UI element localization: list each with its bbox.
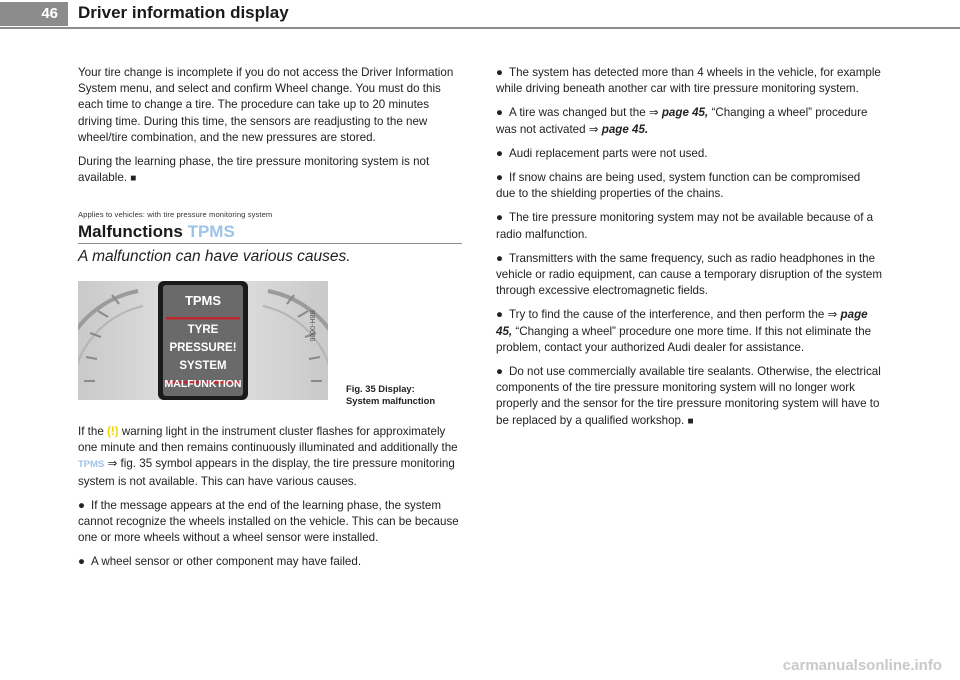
page-reference-link[interactable]: page 45, (496, 308, 868, 338)
left-column-bottom (78, 424, 462, 579)
bullet-find-cause (496, 307, 882, 356)
section-rule (78, 243, 462, 244)
header-rule (0, 27, 960, 29)
bullet-icon: ● (496, 171, 504, 185)
display-line-tyre: TYRE (187, 324, 219, 336)
bullet-icon: ● (496, 211, 504, 225)
tire-pressure-warning-icon: (!) (107, 425, 119, 438)
bullet-icon: ● (78, 498, 86, 512)
display-line-system: SYSTEM (179, 360, 227, 372)
paragraph-warning-light (78, 424, 462, 490)
tpms-symbol-icon: TPMS (78, 459, 105, 471)
bullet-tire-changed (496, 105, 882, 137)
bullet-replacement-parts (496, 146, 882, 162)
display-line-tpms: TPMS (184, 293, 222, 308)
bullet-text: A tire was changed but the ⇒ (509, 106, 659, 120)
bullet-text: “Changing a wheel” procedure was not activated ⇒ (496, 106, 868, 136)
warning-intro-a: If the (78, 425, 104, 438)
bullet-text: Transmitters with the same frequency, such as radio headphones in the vehicle or radio equipment, can cause a temporary disruption of the system through excessive electromagnetic fields. (496, 251, 883, 298)
bullet-text: The system has detected more than 4 wheels in the vehicle, for example while driving beneath another car with tire pressure monitoring system. (496, 66, 881, 96)
bullet-text: A wheel sensor or other component may have failed. (91, 555, 362, 569)
left-column-top (78, 65, 462, 195)
bullet-snow-chains (496, 170, 882, 202)
figure-code: B8H-0666 (308, 310, 315, 342)
watermark: carmanualsonline.info (782, 657, 942, 674)
bullet-icon: ● (496, 365, 504, 379)
warning-intro-c: ⇒ fig. 35 symbol appears in the display, the tire pressure monitoring system is not available. This can have various causes. (78, 457, 455, 488)
learning-phase-text: During the learning phase, the tire pressure monitoring system is not available. (78, 155, 430, 185)
right-column (496, 65, 882, 438)
bullet-icon: ● (496, 146, 504, 160)
bullet-icon: ● (496, 308, 504, 322)
bullet-more-wheels (496, 65, 882, 97)
bullet-transmitters (496, 251, 882, 300)
section-title (78, 222, 235, 242)
bullet-text: Do not use commercially available tire sealants. Otherwise, the electrical components of the tire pressure monitoring system will no longer work properly and the sensor for the tire pressure monitoring system will have to be replaced by a qualified workshop. (496, 365, 881, 427)
bullet-icon: ● (78, 555, 86, 569)
bullet-text: Audi replacement parts were not used. (509, 146, 708, 160)
bullet-text: “Changing a wheel” procedure one more time. If this not eliminate the problem, contact your authorized Audi dealer for assistance. (496, 324, 872, 354)
bullet-sensor-failed (78, 554, 462, 570)
bullet-sealants (496, 364, 882, 430)
bullet-icon: ● (496, 106, 504, 120)
figure-display-image (78, 281, 328, 400)
page-number-badge: 46 (0, 2, 68, 26)
section-subtitle: A malfunction can have various causes. (78, 248, 351, 265)
applies-to-note: Applies to vehicles: with tire pressure monitoring system (78, 210, 273, 219)
bullet-radio-malfunction (496, 210, 882, 242)
page-reference-link[interactable]: page 45, (661, 106, 709, 120)
display-screen-text (163, 287, 243, 393)
page-reference-link[interactable]: page 45. (601, 122, 649, 136)
display-line-pressure: PRESSURE! (169, 342, 237, 354)
display-line-malfunktion: MALFUNKTION (164, 378, 242, 390)
bullet-learning-phase (78, 498, 462, 547)
section-title-main: Malfunctions (78, 222, 183, 241)
bullet-icon: ● (496, 251, 504, 265)
page-header-title: Driver information display (78, 3, 289, 22)
bullet-text: Try to find the cause of the interference, and then perform the ⇒ (509, 308, 838, 322)
warning-intro-b: warning light in the instrument cluster flashes for approximately one minute and then remains continuously illuminated and additionally the (78, 425, 458, 455)
caption-line-1: Fig. 35 Display: (346, 383, 415, 394)
end-mark-icon: ■ (687, 415, 694, 427)
figure-caption (346, 383, 435, 406)
bullet-icon: ● (496, 66, 504, 79)
paragraph-tire-change: Your tire change is incomplete if you do not access the Driver Information System menu, and select and confirm Wheel change. You must do this each time to change a tire. The procedure can take up to 20 minutes driving time. During this time, the sensors are readjusting to the new wheel/tire combination, and the new pressures are stored. (78, 66, 454, 144)
paragraph-learning-phase (78, 154, 462, 187)
tpms-highlight-text: TPMS (187, 222, 235, 241)
bullet-text: The tire pressure monitoring system may not be available because of a radio malfunction. (496, 211, 874, 241)
bullet-text: If snow chains are being used, system function can be compromised due to the shielding properties of the chains. (496, 171, 861, 201)
end-mark-icon: ■ (130, 173, 137, 185)
bullet-text: If the message appears at the end of the learning phase, the system cannot recognize the wheels installed on the vehicle. This can be because one or more wheels without a wheel sensor were installed. (78, 498, 459, 545)
caption-line-2: System malfunction (346, 394, 436, 406)
